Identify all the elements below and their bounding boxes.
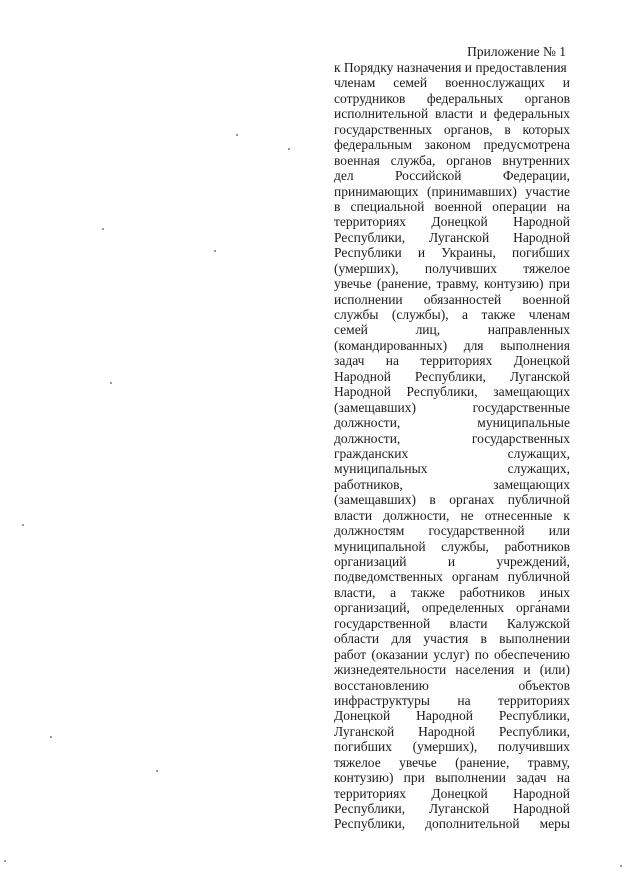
text-line: (умерших), получивших тяжелое xyxy=(334,260,570,276)
text-line: контузию) при выполнении задач на xyxy=(334,770,570,786)
scan-speck xyxy=(620,865,622,867)
scan-speck xyxy=(22,524,24,526)
text-line: должности, муниципальные xyxy=(334,415,570,431)
scan-speck xyxy=(110,382,112,384)
text-line: (командированных) для выполнения xyxy=(334,337,570,353)
text-line: территориях Донецкой Народной xyxy=(334,214,570,230)
text-line: восстановлению объектов xyxy=(334,677,570,693)
text-line: принимающих (принимавших) участие xyxy=(334,183,570,199)
text-line: государственной власти Калужской xyxy=(334,615,570,631)
text-line: тяжелое увечье (ранение, травму, xyxy=(334,754,570,770)
text-line: Народной Республики, замещающих xyxy=(334,384,570,400)
text-line: муниципальной службы, работников xyxy=(334,538,570,554)
text-line: должности, государственных xyxy=(334,430,570,446)
text-line: федеральным законом предусмотрена xyxy=(334,137,570,153)
text-line: семей лиц, направленных xyxy=(334,322,570,338)
text-line: государственных органов, в которых xyxy=(334,121,570,137)
scan-speck xyxy=(214,250,216,252)
text-line: власти должности, не отнесенные к xyxy=(334,507,570,523)
text-line: (замещавших) государственные xyxy=(334,399,570,415)
appendix-text-block xyxy=(334,60,570,832)
text-line: военная служба, органов внутренних xyxy=(334,152,570,168)
text-line: задач на территориях Донецкой xyxy=(334,353,570,369)
text-line: сотрудников федеральных органов xyxy=(334,90,570,106)
text-line: погибших (умерших), получивших xyxy=(334,739,570,755)
text-line: (замещавших) в органах публичной xyxy=(334,492,570,508)
text-line: исполнительной власти и федеральных xyxy=(334,106,570,122)
text-line: увечье (ранение, травму, контузию) при xyxy=(334,276,570,292)
text-line: гражданских служащих, xyxy=(334,445,570,461)
text-line: к Порядку назначения и предоставления xyxy=(334,60,567,75)
text-line: Республики, дополнительной меры xyxy=(334,816,570,832)
text-line: должностям государственной или xyxy=(334,523,570,539)
text-line: организаций и учреждений, xyxy=(334,554,570,569)
text-line: работ (оказании услуг) по обеспечению xyxy=(334,646,570,662)
text-line: Республики и Украины, погибших xyxy=(334,245,570,261)
text-line: области для участия в выполнении xyxy=(334,631,570,647)
text-line: инфраструктуры на территориях xyxy=(334,692,570,708)
text-line: в специальной военной операции на xyxy=(334,198,570,214)
text-line: работников, замещающих xyxy=(334,476,570,492)
text-line: Донецкой Народной Республики, xyxy=(334,708,570,724)
text-line: муниципальных служащих, xyxy=(334,461,570,477)
text-line: подведомственных органам публичной xyxy=(334,569,570,585)
text-line: власти, а также работников иных xyxy=(334,584,570,600)
appendix-label: Приложение № 1 xyxy=(467,44,566,59)
text-line: исполнении обязанностей военной xyxy=(334,291,570,307)
scan-speck xyxy=(288,148,290,150)
text-line: Народной Республики, Луганской xyxy=(334,368,570,384)
text-line: дел Российской Федерации, xyxy=(334,168,570,184)
text-line: службы (службы), а также членам xyxy=(334,307,570,322)
text-line: территориях Донецкой Народной xyxy=(334,785,570,801)
scan-speck xyxy=(156,770,158,772)
text-line: Республики, Луганской Народной xyxy=(334,801,570,816)
scan-speck xyxy=(236,134,238,136)
scan-speck xyxy=(102,228,104,230)
text-line: организаций, определенных орга́нами xyxy=(334,600,570,616)
text-line: жизнедеятельности населения и (или) xyxy=(334,662,570,678)
scan-speck xyxy=(50,736,52,738)
scan-speck xyxy=(4,860,6,862)
text-line: членам семей военнослужащих и xyxy=(334,75,570,91)
text-line: Луганской Народной Республики, xyxy=(334,723,570,739)
text-line: Республики, Луганской Народной xyxy=(334,229,570,245)
